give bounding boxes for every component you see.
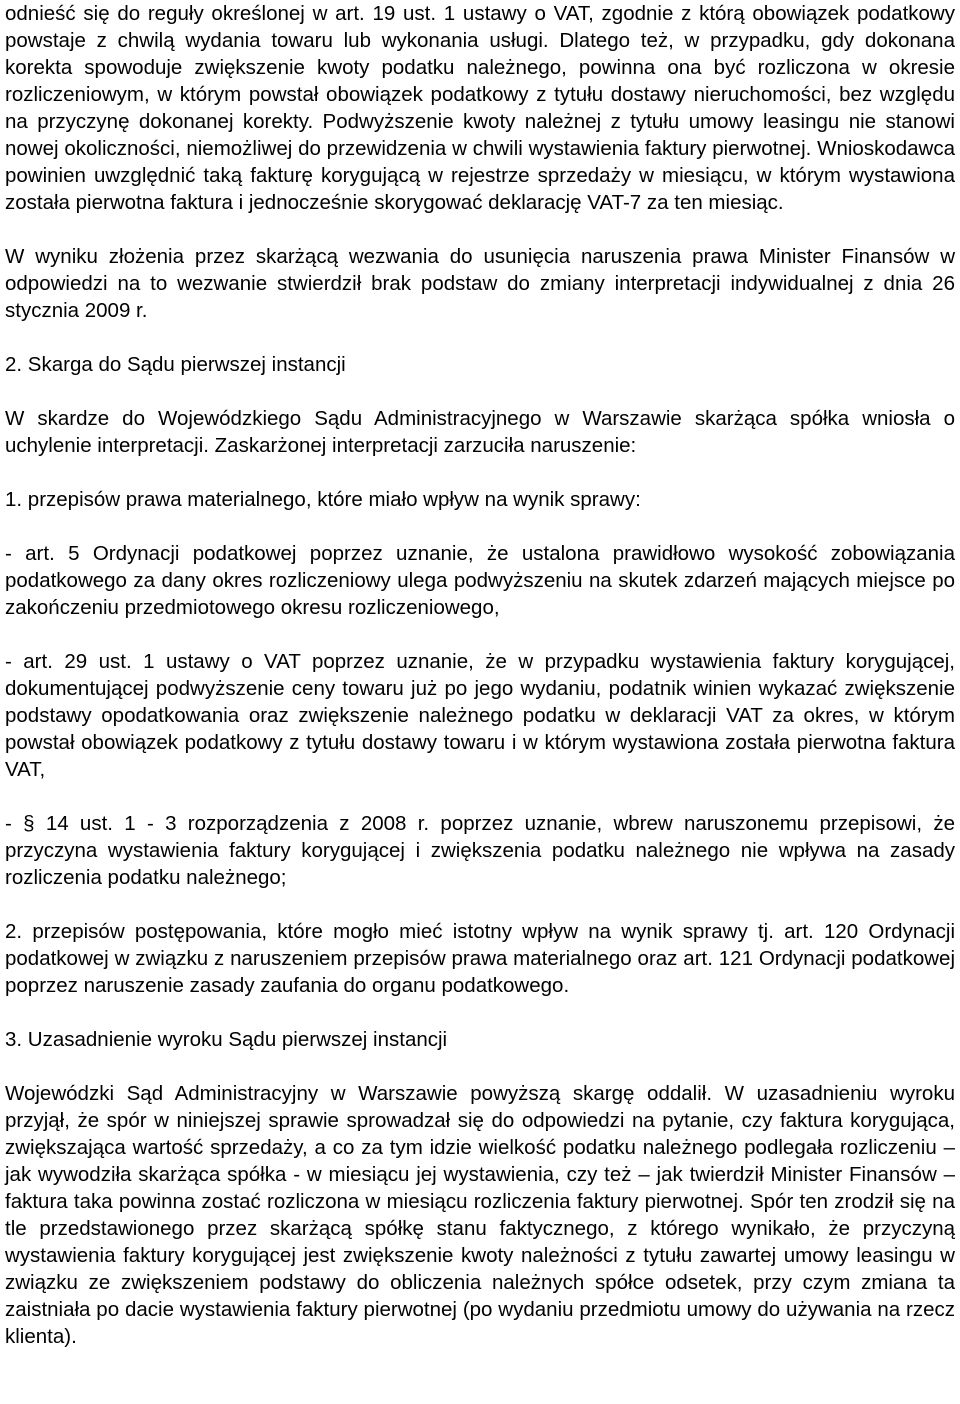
paragraph-complaint-intro: W skardze do Wojewódzkiego Sądu Administracyjnego w Warszawie skarżąca spółka wniosła o uchylenie interpretacji. Zaskarżonej interpretacji zarzuciła naruszenie: (5, 407, 955, 457)
list-item-art-5: - art. 5 Ordynacji podatkowej poprzez uznanie, że ustalona prawidłowo wysokość zobowiązania podatkowego za dany okres rozliczeniowy ulega podwyższeniu na skutek zdarzeń mających miejsce po zakończeniu przedmiotowego okresu rozliczeniowego, (5, 542, 955, 619)
list-item-par-14: - § 14 ust. 1 - 3 rozporządzenia z 2008 r. poprzez uznanie, wbrew naruszonemu przepisowi, że przyczyna wystawienia faktury korygującej i zwiększenia podatku należnego nie wpływa na zasady rozliczenia podatku należnego; (5, 812, 955, 889)
paragraph-ministry-response: W wyniku złożenia przez skarżącą wezwania do usunięcia naruszenia prawa Minister Finansów w odpowiedzi na to wezwanie stwierdził brak podstaw do zmiany interpretacji indywidualnej z dnia 26 stycznia 2009 r. (5, 245, 955, 322)
section-heading-judgment: 3. Uzasadnienie wyroku Sądu pierwszej instancji (5, 1028, 448, 1051)
paragraph-vat-obligation: odnieść się do reguły określonej w art. 19 ust. 1 ustawy o VAT, zgodnie z którą obowiązek podatkowy powstaje z chwilą wydania towaru lub wykonania usługi. Dlatego też, w przypadku, gdy dokonana korekta spowoduje zwiększenie kwoty podatku należnego, powinna ona być rozliczona w okresie rozliczeniowym, w którym powstał obowiązek podatkowy z tytułu dostawy nieruchomości, bez względu na przyczynę dokonanej korekty. Podwyższenie kwoty należnej z tytułu umowy leasingu nie stanowi nowej okoliczności, niemożliwej do przewidzenia w chwili wystawienia faktury pierwotnej. Wnioskodawca powinien uwzględnić taką fakturę korygującą w rejestrze sprzedaży w miesiącu, w którym wystawiona została pierwotna faktura i jednocześnie skorygować deklarację VAT-7 za ten miesiąc. (5, 2, 955, 214)
paragraph-judgment: Wojewódzki Sąd Administracyjny w Warszawie powyższą skargę oddalił. W uzasadnieniu wyroku przyjął, że spór w niniejszej sprawie sprowadzał się do odpowiedzi na pytanie, czy faktura korygująca, zwiększająca wartość sprzedaży, a co za tym idzie wielkość podatku należnego podlegała rozliczeniu – jak wywodziła skarżąca spółka - w miesiącu jej wystawienia, czy też – jak twierdził Minister Finansów – faktura taka powinna zostać rozliczona w miesiącu rozliczenia faktury pierwotnej. Spór ten zrodził się na tle przedstawionego przez skarżącą spółkę stanu faktycznego, z którego wynikało, że przyczyną wystawienia faktury korygującej jest zwiększenie kwoty należności z tytułu zawartej umowy leasingu w związku ze zwiększeniem podstawy do obliczenia należnych spółce odsetek, przy czym zmiana ta zaistniała po dacie wystawienia faktury pierwotnej (po wydaniu przedmiotu umowy do używania na rzecz klienta). (5, 1082, 955, 1348)
list-item-art-29: - art. 29 ust. 1 ustawy o VAT poprzez uznanie, że w przypadku wystawienia faktury korygującej, dokumentującej podwyższenie ceny towaru już po jego wydaniu, podatnik winien wykazać zwiększenie podstawy opodatkowania oraz zwiększenie należnego podatku w deklaracji VAT za okres, w którym powstał obowiązek podatkowy z tytułu dostawy towaru i w którym wystawiona została pierwotna faktura VAT, (5, 650, 955, 781)
list-item-procedure: 2. przepisów postępowania, które mogło mieć istotny wpływ na wynik sprawy tj. art. 120 Ordynacji podatkowej w związku z naruszeniem przepisów prawa materialnego oraz art. 121 Ordynacji podatkowej poprzez naruszenie zasady zaufania do organu podatkowego. (5, 920, 955, 997)
document-page (5, 0, 955, 1350)
section-heading-complaint: 2. Skarga do Sądu pierwszej instancji (5, 353, 346, 376)
list-item-substantive-law: 1. przepisów prawa materialnego, które miało wpływ na wynik sprawy: (5, 488, 641, 511)
